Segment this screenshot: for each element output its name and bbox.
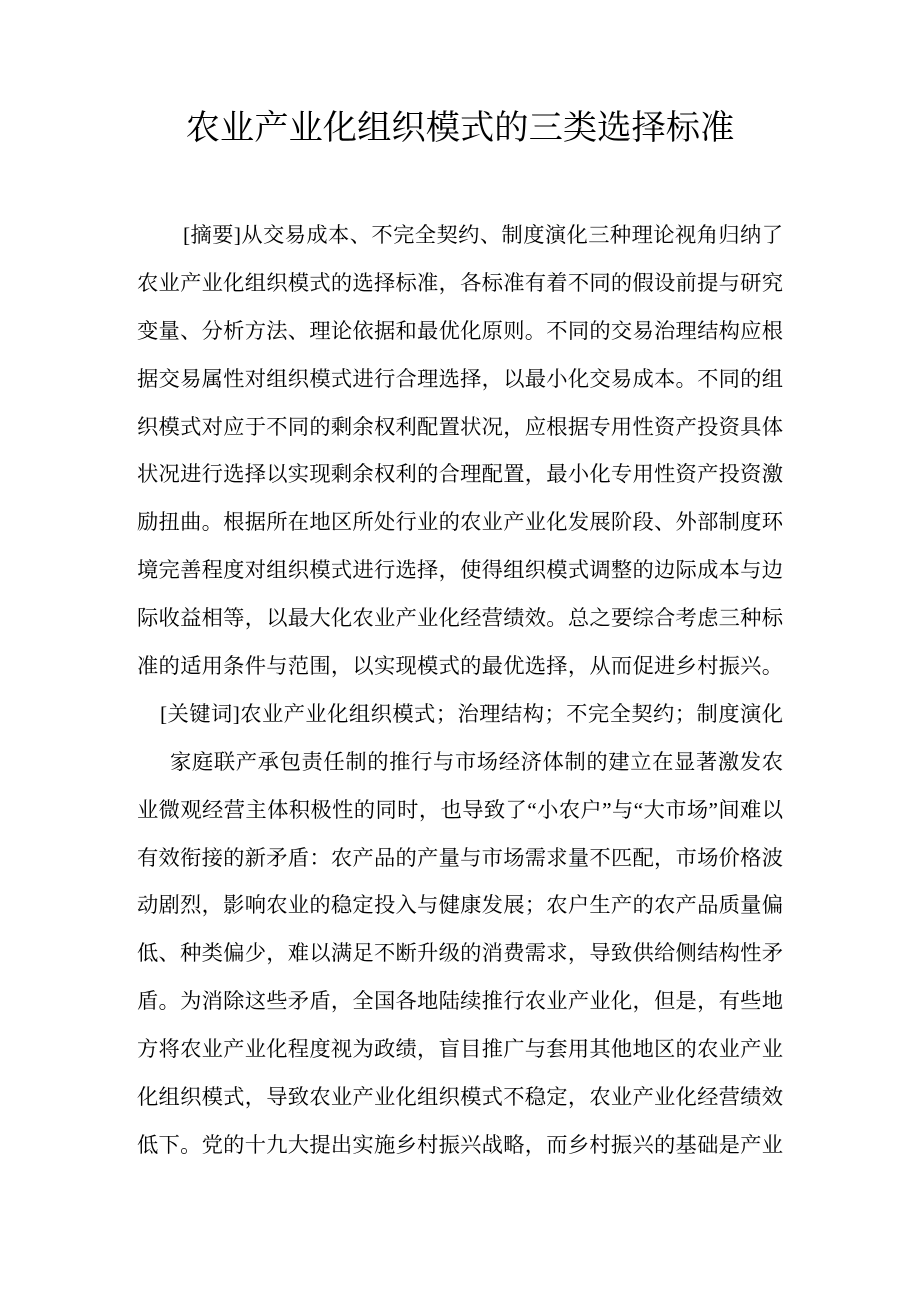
text-line: 境完善程度对组织模式进行选择，使得组织模式调整的边际成本与边 [137, 558, 783, 583]
text-line: 动剧烈，影响农业的稳定投入与健康发展；农户生产的农产品质量偏 [137, 893, 783, 918]
text-line: 盾。为消除这些矛盾，全国各地陆续推行农业产业化，但是，有些地 [137, 989, 783, 1014]
text-line: 据交易属性对组织模式进行合理选择，以最小化交易成本。不同的组 [137, 366, 783, 391]
text-line: 励扭曲。根据所在地区所处行业的农业产业化发展阶段、外部制度环 [137, 510, 783, 535]
text-line: 变量、分析方法、理论依据和最优化原则。不同的交易治理结构应根 [137, 318, 783, 343]
text-line: 状况进行选择以实现剩余权利的合理配置，最小化专用性资产投资激 [137, 462, 783, 487]
text-line: 化组织模式，导致农业产业化组织模式不稳定，农业产业化经营绩效 [137, 1085, 783, 1110]
text-line: 有效衔接的新矛盾：农产品的产量与市场需求量不匹配，市场价格波 [137, 845, 783, 870]
text-line: 际收益相等，以最大化农业产业化经营绩效。总之要综合考虑三种标 [137, 606, 783, 631]
text-line: 方将农业产业化程度视为政绩，盲目推广与套用其他地区的农业产业 [137, 1037, 783, 1062]
text-line: 业微观经营主体积极性的同时，也导致了“小农户”与“大市场”间难以 [137, 797, 783, 822]
text-line: [摘要]从交易成本、不完全契约、制度演化三种理论视角归纳了 [183, 223, 783, 247]
text-line: 低、种类偏少，难以满足不断升级的消费需求，导致供给侧结构性矛 [137, 941, 783, 966]
text-line: 农业产业化组织模式的选择标准，各标准有着不同的假设前提与研究 [137, 270, 783, 295]
text-line: 织模式对应于不同的剩余权利配置状况，应根据专用性资产投资具体 [137, 414, 783, 439]
text-line: 准的适用条件与范围，以实现模式的最优选择，从而促进乡村振兴。 [137, 654, 783, 679]
text-line: [关键词]农业产业化组织模式；治理结构；不完全契约；制度演化 [160, 701, 783, 726]
document-body [137, 212, 783, 1170]
text-line: 低下。党的十九大提出实施乡村振兴战略，而乡村振兴的基础是产业 [137, 1132, 783, 1157]
document-title: 农业产业化组织模式的三类选择标准 [185, 109, 735, 147]
text-line: 家庭联产承包责任制的推行与市场经济体制的建立在显著激发农 [170, 749, 783, 774]
